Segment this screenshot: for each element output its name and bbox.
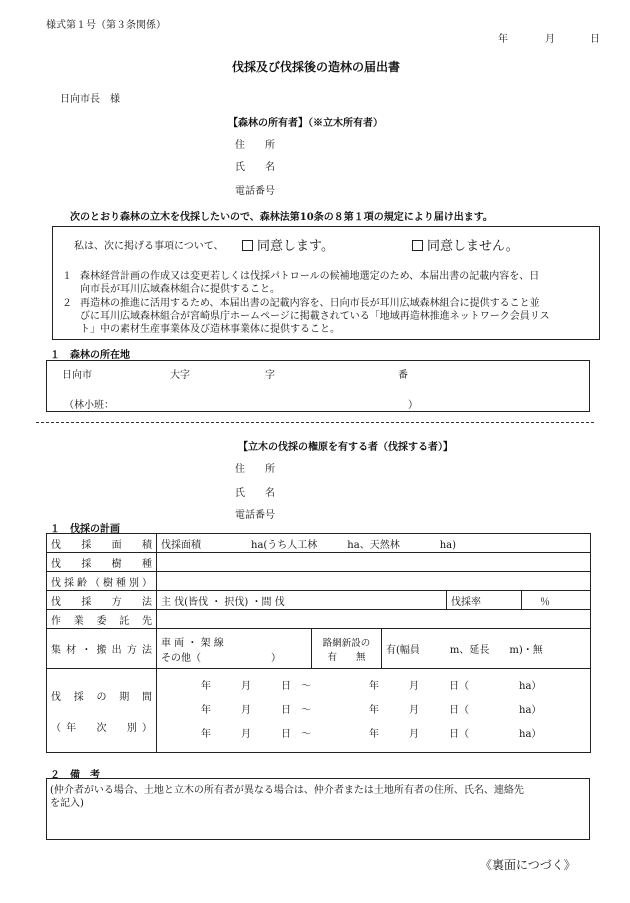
consent-disagree-option[interactable] <box>412 235 519 254</box>
period-end: 年 月 日（ ha） <box>369 680 542 692</box>
plan-table <box>46 533 591 753</box>
plan-heading: １ 伐採の計画 <box>50 524 120 535</box>
method-label: 伐採方法 <box>51 596 152 608</box>
rate-unit[interactable]: ％ <box>522 591 591 610</box>
consent-item2-line3: ト」中の素材生産事業体及び造林事業体に提供すること。 <box>80 324 340 335</box>
period-end: 年 月 日（ ha） <box>369 704 542 716</box>
road-label <box>312 629 382 669</box>
road-label-line1: 路網新設の <box>322 637 371 649</box>
location-heading: １ 森林の所在地 <box>50 350 130 361</box>
contractor-value[interactable] <box>157 610 591 629</box>
transport-value[interactable] <box>157 629 312 669</box>
location-rinshohan-close: ） <box>408 400 418 411</box>
species-label: 伐採樹種 <box>51 558 152 570</box>
road-label-line2: 有 無 <box>327 651 366 663</box>
cutter-heading: 【立木の伐採の権原を有する者（伐採する者）】 <box>238 442 453 453</box>
date-year: 年 <box>498 34 508 45</box>
cutter-phone-label: 電話番号 <box>235 510 275 521</box>
date-month: 月 <box>545 34 555 45</box>
period-start: 年 月 日 ～ <box>201 704 311 716</box>
consent-item1-number: １ <box>62 271 72 282</box>
remarks-heading: ２ 備 考 <box>50 770 100 781</box>
consent-item1-line2: 向市長が耳川広域森林組合に提供すること。 <box>80 284 280 295</box>
agree-checkbox[interactable] <box>242 240 253 251</box>
notice-text: 次のとおり森林の立木を伐採したいので、森林法第10条の８第１項の規定により届け出ます。 <box>70 212 493 223</box>
period-row <box>201 675 586 699</box>
area-label: 伐採面積 <box>51 539 152 551</box>
location-city: 日向市 <box>62 370 92 381</box>
disagree-checkbox[interactable] <box>412 240 423 251</box>
consent-agree-option[interactable] <box>242 235 334 254</box>
remarks-note-line2: を記入) <box>50 798 84 809</box>
footer-continued: 《裏面につづく》 <box>480 858 576 872</box>
disagree-label: 同意しません。 <box>427 239 519 254</box>
divider-dashed <box>36 422 594 423</box>
transport-line2: その他（ ） <box>161 652 281 664</box>
location-aza: 字 <box>265 370 275 381</box>
method-value[interactable]: 主 伐(皆伐 ・ 択伐) ・間 伐 <box>157 591 447 610</box>
species-value[interactable] <box>157 553 591 572</box>
area-value[interactable]: 伐採面積 ha(うち人工林 ha、天然林 ha) <box>157 534 591 553</box>
location-oaza: 大字 <box>170 370 190 381</box>
owner-address-label: 住 所 <box>235 140 275 151</box>
location-ban: 番 <box>398 370 408 381</box>
consent-item2-line1: 再造林の推進に活用するため、本届出書の記載内容を、日向市長が耳川広域森林組合に提供すること並 <box>80 298 540 309</box>
period-end: 年 月 日（ ha） <box>369 728 542 740</box>
location-rinshohan: （林小班： <box>64 400 114 411</box>
transport-label: 集材・搬出方法 <box>51 645 152 656</box>
period-row <box>201 699 586 723</box>
transport-line1: 車 両 ・ 架 線 <box>161 637 224 649</box>
age-value[interactable] <box>157 572 591 591</box>
period-start: 年 月 日 ～ <box>201 680 311 692</box>
age-label: 伐採齢（樹種別） <box>51 577 152 589</box>
date-day: 日 <box>590 34 600 45</box>
period-label <box>47 669 157 753</box>
road-value[interactable]: 有(幅員 m、延長 m)・無 <box>382 629 591 669</box>
location-box[interactable] <box>46 360 590 412</box>
cutter-name-label: 氏 名 <box>235 488 275 499</box>
consent-item2-number: ２ <box>62 298 72 309</box>
period-start: 年 月 日 ～ <box>201 728 311 740</box>
consent-item1-line1: 森林経営計画の作成又は変更若しくは伐採パトロールの候補地選定のため、本届出書の記載内容を、日 <box>80 271 540 282</box>
contractor-label: 作業委託先 <box>51 615 152 627</box>
consent-item2-line2: びに耳川広域森林組合が宮崎県庁ホームページに掲載されている「地域再造林推進ネットワーク会員リス <box>80 311 550 322</box>
rate-label: 伐採率 <box>447 591 522 610</box>
addressee: 日向市長 様 <box>60 94 120 105</box>
owner-heading: 【森林の所有者】（※立木所有者） <box>228 118 383 129</box>
period-label-line2: （年 次 別） <box>51 722 152 734</box>
agree-label: 同意します。 <box>257 239 334 254</box>
period-values[interactable] <box>157 669 591 753</box>
owner-name-label: 氏 名 <box>235 162 275 173</box>
period-row <box>201 723 586 747</box>
page-title: 伐採及び伐採後の造林の届出書 <box>232 60 401 74</box>
cutter-address-label: 住 所 <box>235 464 275 475</box>
form-number: 様式第１号（第３条関係） <box>46 20 166 31</box>
period-label-line1: 伐採の期間 <box>51 691 152 703</box>
remarks-note-line1: (仲介者がいる場合、土地と立木の所有者が異なる場合は、仲介者または土地所有者の住所、氏名、連絡先 <box>50 785 524 796</box>
consent-lead: 私は、次に掲げる事項について、 <box>74 241 224 252</box>
owner-phone-label: 電話番号 <box>235 186 275 197</box>
